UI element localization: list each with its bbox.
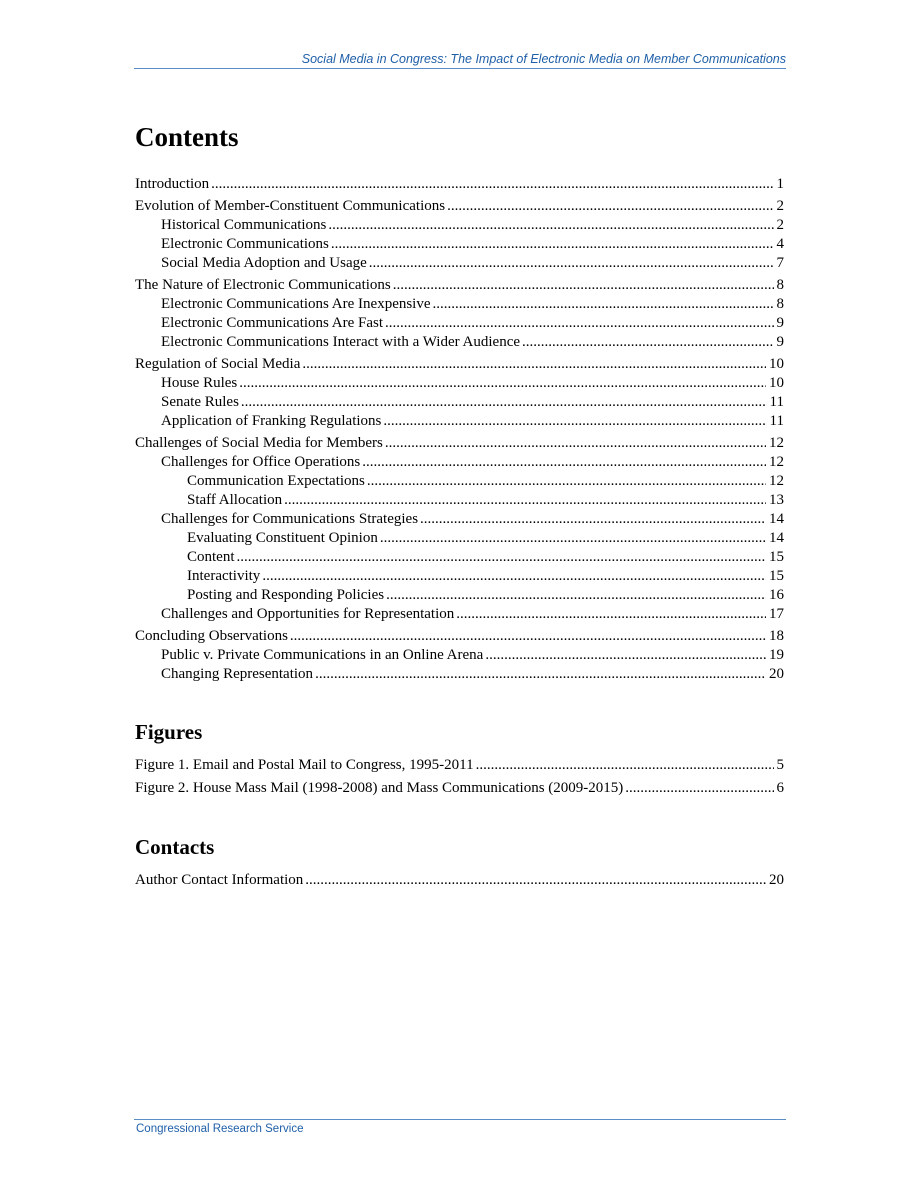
contacts-title: Contacts: [135, 835, 215, 859]
dot-leader: [367, 472, 766, 491]
toc-entry-page: 16: [769, 587, 784, 603]
toc-entry-label: Evaluating Constituent Opinion: [187, 530, 378, 546]
dot-leader: [241, 393, 767, 412]
table-of-contents: [135, 124, 784, 893]
dot-leader: [369, 254, 774, 273]
dot-leader: [383, 412, 766, 431]
toc-entry-label: Regulation of Social Media: [135, 356, 301, 372]
dot-leader: [302, 355, 766, 374]
contents-list: [135, 175, 784, 684]
toc-entry[interactable]: [135, 333, 784, 352]
toc-entry-label: Communication Expectations: [187, 473, 365, 489]
contents-title: Contents: [135, 122, 239, 152]
dot-leader: [315, 665, 766, 684]
toc-entry-page: 6: [776, 780, 784, 796]
toc-entry-label: Introduction: [135, 176, 210, 192]
toc-entry-page: 20: [769, 666, 784, 682]
dot-leader: [284, 491, 766, 510]
toc-entry-page: 10: [769, 375, 784, 391]
figures-title: Figures: [135, 720, 203, 744]
toc-entry-label: House Rules: [161, 375, 238, 391]
toc-entry-label: Challenges for Office Operations: [161, 454, 361, 470]
toc-entry[interactable]: [135, 175, 784, 194]
toc-entry-page: 4: [776, 236, 784, 252]
dot-leader: [485, 646, 766, 665]
toc-entry-page: 11: [769, 413, 784, 429]
toc-entry[interactable]: [135, 254, 784, 273]
toc-entry-label: Challenges for Communications Strategies: [161, 511, 419, 527]
toc-entry-label: Challenges and Opportunities for Representation: [161, 606, 455, 622]
toc-entry[interactable]: [135, 197, 784, 216]
toc-entry-label: Interactivity: [187, 568, 261, 584]
toc-entry-page: 14: [769, 530, 784, 546]
toc-entry[interactable]: [135, 548, 784, 567]
toc-entry-label: Electronic Communications Interact with a Wider Audience: [161, 334, 521, 350]
dot-leader: [393, 276, 774, 295]
figure-entry[interactable]: [135, 755, 784, 775]
toc-entry-label: Challenges of Social Media for Members: [135, 435, 383, 451]
toc-entry[interactable]: [135, 646, 784, 665]
toc-entry-page: 11: [769, 394, 784, 410]
toc-entry-label: Electronic Communications Are Inexpensive: [161, 296, 431, 312]
dot-leader: [237, 548, 767, 567]
toc-entry-page: 13: [769, 492, 784, 508]
dot-leader: [262, 567, 766, 586]
toc-entry[interactable]: [135, 491, 784, 510]
toc-entry-label: Posting and Responding Policies: [187, 587, 385, 603]
toc-entry-page: 12: [769, 435, 784, 451]
footer-rule: [134, 1119, 786, 1120]
toc-entry[interactable]: [135, 314, 784, 333]
toc-entry-label: Staff Allocation: [187, 492, 283, 508]
dot-leader: [290, 627, 766, 646]
dot-leader: [385, 314, 773, 333]
running-header: Social Media in Congress: The Impact of Electronic Media on Member Communications: [301, 52, 786, 66]
toc-entry[interactable]: [135, 529, 784, 548]
toc-entry[interactable]: [135, 412, 784, 431]
toc-entry-label: Concluding Observations: [135, 628, 288, 644]
toc-entry-page: 15: [769, 568, 784, 584]
toc-entry-page: 8: [776, 296, 784, 312]
figures-list: [135, 755, 784, 798]
toc-entry-label: Application of Franking Regulations: [161, 413, 382, 429]
toc-entry-page: 7: [776, 255, 784, 271]
toc-entry-label: Author Contact Information: [135, 872, 304, 888]
dot-leader: [476, 755, 774, 775]
dot-leader: [456, 605, 766, 624]
dot-leader: [385, 434, 766, 453]
dot-leader: [305, 870, 766, 890]
dot-leader: [420, 510, 766, 529]
toc-entry[interactable]: [135, 276, 784, 295]
toc-entry[interactable]: [135, 567, 784, 586]
toc-entry-page: 20: [769, 872, 784, 888]
toc-entry-label: The Nature of Electronic Communications: [135, 277, 391, 293]
toc-entry-label: Evolution of Member-Constituent Communications: [135, 198, 446, 214]
toc-entry-page: 8: [776, 277, 784, 293]
toc-entry[interactable]: [135, 295, 784, 314]
toc-entry-page: 5: [776, 757, 784, 773]
toc-entry-label: Social Media Adoption and Usage: [161, 255, 367, 271]
header-rule: [134, 68, 786, 69]
dot-leader: [211, 175, 773, 194]
dot-leader: [433, 295, 774, 314]
toc-entry-label: Historical Communications: [161, 217, 327, 233]
toc-entry-page: 2: [776, 198, 784, 214]
toc-entry-label: Figure 1. Email and Postal Mail to Congress, 1995-2011: [135, 757, 474, 773]
dot-leader: [386, 586, 766, 605]
toc-entry[interactable]: [135, 510, 784, 529]
toc-entry[interactable]: [135, 374, 784, 393]
toc-entry-label: Electronic Communications Are Fast: [161, 315, 384, 331]
toc-entry-label: Public v. Private Communications in an Online Arena: [161, 647, 484, 663]
toc-entry[interactable]: [135, 434, 784, 453]
toc-entry[interactable]: [135, 586, 784, 605]
dot-leader: [380, 529, 766, 548]
toc-entry-page: 19: [769, 647, 784, 663]
dot-leader: [328, 216, 773, 235]
toc-entry-page: 12: [769, 473, 784, 489]
toc-entry[interactable]: [135, 393, 784, 412]
toc-entry[interactable]: [135, 472, 784, 491]
toc-entry-page: 2: [776, 217, 784, 233]
toc-entry-page: 10: [769, 356, 784, 372]
toc-entry[interactable]: [135, 605, 784, 624]
dot-leader: [522, 333, 773, 352]
toc-entry-page: 9: [776, 334, 784, 350]
toc-entry-label: Electronic Communications: [161, 236, 329, 252]
toc-entry[interactable]: [135, 453, 784, 472]
toc-entry-page: 18: [769, 628, 784, 644]
toc-entry-page: 1: [776, 176, 784, 192]
toc-entry-label: Senate Rules: [161, 394, 239, 410]
contacts-list: [135, 870, 784, 890]
toc-entry-page: 14: [769, 511, 784, 527]
contact-entry[interactable]: [135, 870, 784, 890]
page-footer: Congressional Research Service: [136, 1123, 304, 1135]
toc-entry-label: Content: [187, 549, 235, 565]
toc-entry-page: 15: [769, 549, 784, 565]
toc-entry-page: 17: [769, 606, 784, 622]
toc-entry[interactable]: [135, 665, 784, 684]
figure-entry[interactable]: [135, 778, 784, 798]
toc-entry-page: 9: [776, 315, 784, 331]
dot-leader: [239, 374, 766, 393]
toc-entry[interactable]: [135, 235, 784, 254]
toc-entry-page: 12: [769, 454, 784, 470]
dot-leader: [362, 453, 766, 472]
dot-leader: [447, 197, 773, 216]
dot-leader: [331, 235, 774, 254]
toc-entry-label: Figure 2. House Mass Mail (1998-2008) and Mass Communications (2009-2015): [135, 780, 624, 796]
toc-entry[interactable]: [135, 216, 784, 235]
toc-entry-label: Changing Representation: [161, 666, 314, 682]
toc-entry[interactable]: [135, 355, 784, 374]
dot-leader: [625, 778, 773, 798]
toc-entry[interactable]: [135, 627, 784, 646]
